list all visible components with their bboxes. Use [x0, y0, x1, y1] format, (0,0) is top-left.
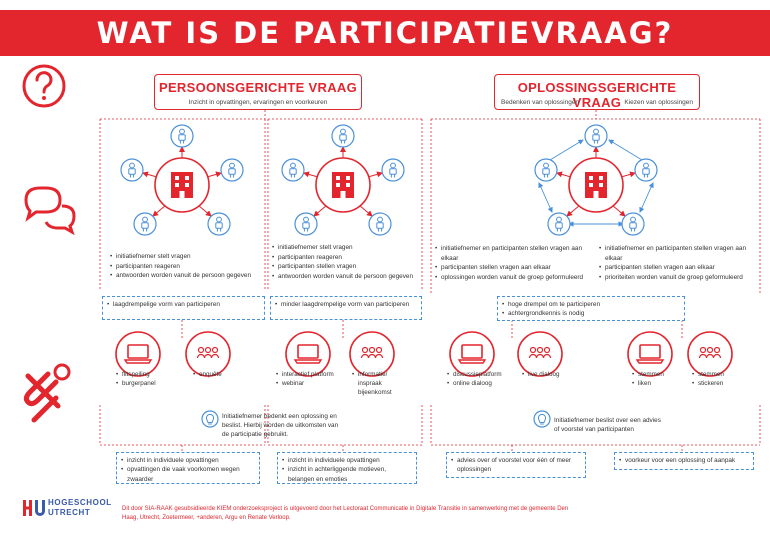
logo-line1: HOGESCHOOL: [48, 498, 112, 507]
person-icon: [585, 125, 607, 147]
person-icon: [171, 125, 193, 147]
insight-item: • inzicht in individuele opvattingen: [121, 456, 255, 465]
person-icon: [382, 159, 404, 181]
person-icon: [134, 213, 156, 235]
method-item: • flitspeiling: [116, 370, 166, 379]
col3-insights: [446, 452, 586, 478]
col3-bullets: [435, 244, 593, 282]
col4-method-b: [692, 370, 732, 388]
insight-item: • inzicht in achterliggende motieven, belangen en emoties: [282, 465, 412, 484]
col2-method-b: [352, 370, 396, 397]
bullet: • initiatiefnemer stelt vragen: [110, 252, 260, 262]
insight-item: • opvattingen die vaak voorkomen wegen zwaarder: [121, 465, 255, 484]
bullet: • participanten stellen vragen aan elkaar: [435, 263, 593, 273]
bullet: • oplossingen worden vanuit de groep geformuleerd: [435, 273, 593, 283]
method-item: • liken: [632, 379, 672, 388]
method-item: • burgerpanel: [116, 379, 166, 388]
col4-method-a: [632, 370, 672, 388]
col1-network: [121, 125, 243, 235]
right-header-title: OPLOSSINGSGERICHTE VRAAG: [517, 80, 677, 110]
bullet: • antwoorden worden vanuit de persoon gegeven: [110, 271, 260, 281]
threshold-text: • achtergrondkennis is nodig: [502, 309, 680, 318]
person-icon: [282, 159, 304, 181]
col1-method-a: [116, 370, 166, 388]
threshold-text: • laagdrempelige vorm van participeren: [107, 300, 260, 309]
col4-bullets: [599, 244, 757, 282]
building-icon: [316, 158, 370, 212]
tools-icon: [26, 365, 69, 420]
bullet: • antwoorden worden vanuit de persoon gegeven: [272, 272, 422, 282]
left-header: [154, 74, 362, 110]
person-icon: [622, 213, 644, 235]
tip-right: Initiatiefnemer beslist over een advies of voorstel van participanten: [554, 417, 661, 433]
bullet: • initiatiefnemer en participanten stellen vragen aan elkaar: [599, 244, 757, 263]
page-title: WAT IS DE PARTICIPATIEVRAAG?: [96, 16, 674, 50]
bullet: • participanten stellen vragen: [272, 262, 422, 272]
col3-method-b: [522, 370, 566, 379]
method-item: • discussieplatform: [447, 370, 515, 379]
insight-item: • advies over of voorstel voor één of meer oplossingen: [451, 456, 581, 475]
col2-bullets: [272, 243, 422, 281]
person-icon: [332, 125, 354, 147]
person-icon: [121, 159, 143, 181]
bullet: • participanten reageren: [272, 253, 422, 263]
lightbulb-icon: [534, 411, 550, 427]
col2-network: [282, 125, 404, 235]
right-header-subtitle-right: Kiezen van oplossingen: [624, 99, 693, 106]
right-network: [535, 125, 657, 235]
bullet: • participanten reageren: [110, 262, 260, 272]
question-icon: [24, 66, 64, 106]
left-header-title: PERSOONSGERICHTE VRAAG: [158, 80, 357, 95]
bullet: • initiatiefnemer en participanten stellen vragen aan elkaar: [435, 244, 593, 263]
left-header-subtitle: Inzicht in opvattingen, ervaringen en voorkeuren: [188, 99, 328, 106]
person-icon: [635, 159, 657, 181]
method-item: • stickeren: [692, 379, 732, 388]
building-icon: [569, 158, 623, 212]
logo-text: [48, 498, 112, 518]
bullet: • participanten stellen vragen aan elkaar: [599, 263, 757, 273]
col2-threshold: [270, 296, 422, 320]
person-icon: [369, 213, 391, 235]
col1-bullets: [110, 252, 260, 281]
right-header: [494, 74, 700, 110]
right-threshold: [497, 296, 685, 321]
insight-item: • voorkeur voor een oplossing of aanpak: [619, 456, 749, 465]
threshold-text: • hoge drempel om te participeren: [502, 300, 680, 309]
col4-insights: [614, 452, 754, 470]
right-header-subtitle-left: Bedenken van oplossingen: [501, 99, 580, 106]
method-item: • webinar: [276, 379, 344, 388]
col3-method-a: [447, 370, 515, 388]
lightbulb-icon: [202, 411, 218, 427]
person-icon: [295, 213, 317, 235]
person-icon: [535, 159, 557, 181]
method-item: • live dialoog: [522, 370, 566, 379]
person-icon: [221, 159, 243, 181]
insight-item: • inzicht in individuele opvattingen: [282, 456, 412, 465]
hu-logo-icon: [22, 497, 46, 519]
building-icon: [155, 158, 209, 212]
bullet: • initiatiefnemer stelt vragen: [272, 243, 422, 253]
bullet: • prioriteiten worden vanuit de groep geformuleerd: [599, 273, 757, 283]
col1-insights: [116, 452, 260, 484]
threshold-text: • minder laagdrempelige vorm van participeren: [275, 300, 417, 309]
tip-left: Initiatiefnemer bedenkt een oplossing en beslist. Hierbij worden de uitkomsten van de participatie gebruikt.: [222, 413, 339, 438]
method-item: • online dialoog: [447, 379, 515, 388]
person-icon: [208, 213, 230, 235]
col2-method-a: [276, 370, 344, 388]
col1-threshold: [102, 296, 265, 320]
logo-line2: UTRECHT: [48, 508, 91, 517]
col2-insights: [277, 452, 417, 484]
footer-credit: Dit door SIA-RAAK gesubsidieerde KIEM onderzoeksproject is uitgevoerd door het Lectoraat Communicatie in Digitale Transitie in samenwerking met de gemeente Den Haag, Utrecht, Zoetermeer, +anderen, Argu en Renate Verloop.: [122, 506, 569, 521]
method-item: • informatie/ inspraak bijeenkomst: [352, 370, 396, 397]
col1-method-b: [193, 370, 233, 379]
method-item: • enquête: [193, 370, 233, 379]
method-item: • interactief platform: [276, 370, 344, 379]
person-icon: [548, 213, 570, 235]
speech-bubbles-icon: [26, 188, 74, 232]
method-item: • stemmen: [692, 370, 732, 379]
method-item: • stemmen: [632, 370, 672, 379]
